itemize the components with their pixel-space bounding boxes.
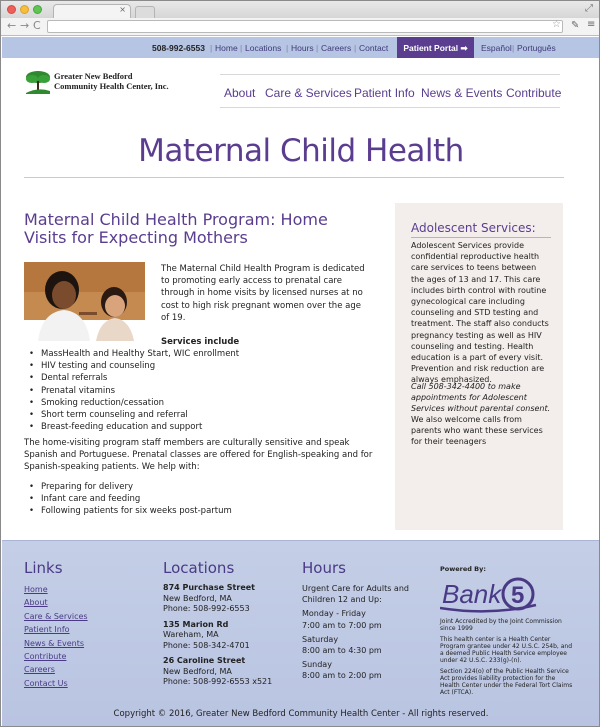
sidebar-heading: Adolescent Services: xyxy=(411,221,551,238)
hours-day: Sunday xyxy=(302,660,332,670)
maximize-window-icon[interactable] xyxy=(33,5,42,14)
footer-hours xyxy=(302,583,412,682)
hours-time: 8:00 am to 4:30 pm xyxy=(302,646,382,656)
minimize-window-icon[interactable] xyxy=(20,5,29,14)
fullscreen-icon[interactable]: ⤢ xyxy=(585,3,593,14)
divider: | xyxy=(354,43,357,53)
topbar-link-careers[interactable]: Careers xyxy=(321,43,352,53)
menu-icon[interactable]: ≡ xyxy=(587,19,596,30)
divider: | xyxy=(286,43,289,53)
footer-hours-heading: Hours xyxy=(302,559,346,577)
topbar-link-contact[interactable]: Contact xyxy=(359,43,389,53)
footer-link-news-events[interactable]: News & Events xyxy=(24,638,85,648)
utility-bar xyxy=(2,37,600,58)
section-heading: Maternal Child Health Program: Home Visits for Expecting Mothers xyxy=(24,210,328,247)
list-item: • Breast-feeding education and support xyxy=(24,421,374,433)
tree-logo-icon[interactable] xyxy=(24,70,52,96)
hours-intro: Urgent Care for Adults and Children 12 and Up: xyxy=(302,584,409,605)
language-portuguese[interactable]: Português xyxy=(517,43,556,53)
list-item: • HIV testing and counseling xyxy=(24,360,374,372)
site-footer xyxy=(2,540,600,727)
hours-time: 7:00 am to 7:00 pm xyxy=(302,620,382,630)
topbar-phone: 508-992-6553 xyxy=(152,43,205,53)
adolescent-services-box xyxy=(395,203,563,530)
divider: | xyxy=(210,43,213,53)
page-title: Maternal Child Health xyxy=(138,133,464,169)
footer-locations-heading: Locations xyxy=(163,559,235,577)
footer-link-home[interactable]: Home xyxy=(24,585,48,594)
location-phone: Phone: 508-992-6553 xyxy=(163,604,250,613)
services-list xyxy=(24,348,374,433)
sidebar-call-note: Call 508-342-4400 to make appointments for Adolescent Services without parental consent. xyxy=(411,382,551,414)
footer-locations xyxy=(163,583,288,688)
address-bar[interactable] xyxy=(47,20,563,33)
services-heading: Services include xyxy=(161,337,240,347)
list-item: • Smoking reduction/cessation xyxy=(24,397,374,409)
browser-titlebar xyxy=(1,1,599,18)
site-header xyxy=(2,58,600,108)
footer-links-heading: Links xyxy=(24,559,63,577)
tab-close-icon[interactable]: × xyxy=(119,5,126,14)
list-item: • Dental referrals xyxy=(24,372,374,384)
footer-link-care-services[interactable]: Care & Services xyxy=(24,611,88,621)
nav-care-services[interactable]: Care & Services xyxy=(265,86,352,100)
browser-toolbar xyxy=(1,18,599,36)
legal-notices xyxy=(440,618,575,700)
footer-links xyxy=(24,583,88,690)
staff-paragraph: The home-visiting program staff members are culturally sensitive and speak Spanish and Portuguese. Prenatal classes are offered for English-speaking and for Spanish-speaking patients. We help with: xyxy=(24,438,373,473)
sidebar-parents-note: We also welcome calls from parents who want these services for their teenagers xyxy=(411,415,543,447)
reload-icon[interactable]: C xyxy=(33,19,41,32)
footer-link-contribute[interactable]: Contribute xyxy=(24,652,67,662)
list-item: • Following patients for six weeks post-partum xyxy=(24,505,374,517)
wrench-icon[interactable]: ✎ xyxy=(571,20,580,31)
bookmark-star-icon[interactable]: ☆ xyxy=(552,19,561,30)
legal-ftca: Section 224(o) of the Public Health Service Act provides liability protection for the Health Center under the Federal Tort Claims Act (FTCA). xyxy=(440,668,573,696)
back-icon[interactable]: ← xyxy=(7,19,17,32)
location-city: New Bedford, MA xyxy=(163,593,232,603)
help-list xyxy=(24,481,374,518)
divider: | xyxy=(512,43,515,53)
location-phone: Phone: 508-992-6553 x521 xyxy=(163,677,273,686)
new-tab-button[interactable] xyxy=(135,6,155,18)
org-name-line1: Greater New Bedford xyxy=(54,71,133,81)
location-street: 135 Marion Rd xyxy=(163,619,229,629)
svg-text:Bank: Bank xyxy=(442,579,502,609)
location-city: New Bedford, MA xyxy=(163,666,232,676)
location-street: 26 Caroline Street xyxy=(163,656,246,665)
web-page xyxy=(2,37,600,727)
bank5-logo[interactable] xyxy=(440,574,540,614)
hours-day: Saturday xyxy=(302,634,339,644)
legal-accreditation: Joint Accredited by the Joint Commission since 1999 xyxy=(440,618,562,632)
hours-time: 8:00 am to 2:00 pm xyxy=(302,671,382,681)
nav-about[interactable]: About xyxy=(224,86,256,100)
patient-portal-button[interactable]: Patient Portal ➡ xyxy=(397,37,474,58)
nav-contribute[interactable]: Contribute xyxy=(506,86,562,100)
footer-link-contact-us[interactable]: Contact Us xyxy=(24,678,68,688)
language-spanish[interactable]: Español xyxy=(481,43,512,53)
footer-link-about[interactable]: About xyxy=(24,598,48,608)
footer-link-patient-info[interactable]: Patient Info xyxy=(24,625,70,635)
powered-by-label: Powered By: xyxy=(440,565,486,573)
main-navigation xyxy=(220,74,560,108)
location-street: 874 Purchase Street xyxy=(163,583,256,592)
list-item: • MassHealth and Healthy Start, WIC enrollment xyxy=(24,348,374,360)
location-city: Wareham, MA xyxy=(163,630,219,639)
topbar-link-locations[interactable]: Locations xyxy=(245,43,282,53)
legal-grantee: This health center is a Health Center Program grantee under 42 U.S.C. 254b, and a deemed Public Health Service employee under 42 U.S.C. 233(g)-(n). xyxy=(440,636,573,664)
list-item: • Preparing for delivery xyxy=(24,481,374,493)
list-item: • Short term counseling and referral xyxy=(24,409,374,421)
divider: | xyxy=(240,43,243,53)
org-name[interactable] xyxy=(54,71,169,91)
browser-tab[interactable] xyxy=(53,4,131,18)
nav-news-events[interactable]: News & Events xyxy=(421,86,503,100)
copyright: Copyright © 2016, Greater New Bedford Community Health Center - All rights reserved. xyxy=(113,709,489,719)
close-window-icon[interactable] xyxy=(7,5,16,14)
nav-patient-info[interactable]: Patient Info xyxy=(354,86,415,100)
sidebar-description: Adolescent Services provide confidential reproductive health care services to teens between the ages of 13 and 17. This care includes birth control with routine gynecological care including counseling and STD testing and treatment. The staff also conducts pregnancy testing as well as HIV counseling and testing. Health education is a part of every visit. Prevention and risk reduction are always emphasized. xyxy=(411,241,549,385)
list-item: • Prenatal vitamins xyxy=(24,385,374,397)
location-phone: Phone: 508-342-4701 xyxy=(163,640,250,650)
topbar-link-home[interactable]: Home xyxy=(215,43,238,53)
footer-link-careers[interactable]: Careers xyxy=(24,665,55,675)
program-intro: The Maternal Child Health Program is dedicated to promoting early access to prenatal care through in home visits by licensed nurses at no cost to high risk pregnant women over the age of 19. xyxy=(161,264,365,323)
hours-day: Monday - Friday xyxy=(302,609,366,619)
org-name-line2: Community Health Center, Inc. xyxy=(54,81,169,91)
svg-text:5: 5 xyxy=(511,582,525,609)
mother-child-photo xyxy=(24,262,145,341)
forward-icon[interactable]: → xyxy=(20,19,30,32)
list-item: • Infant care and feeding xyxy=(24,493,374,505)
divider: | xyxy=(316,43,319,53)
title-divider xyxy=(24,177,564,178)
topbar-link-hours[interactable]: Hours xyxy=(291,43,314,53)
